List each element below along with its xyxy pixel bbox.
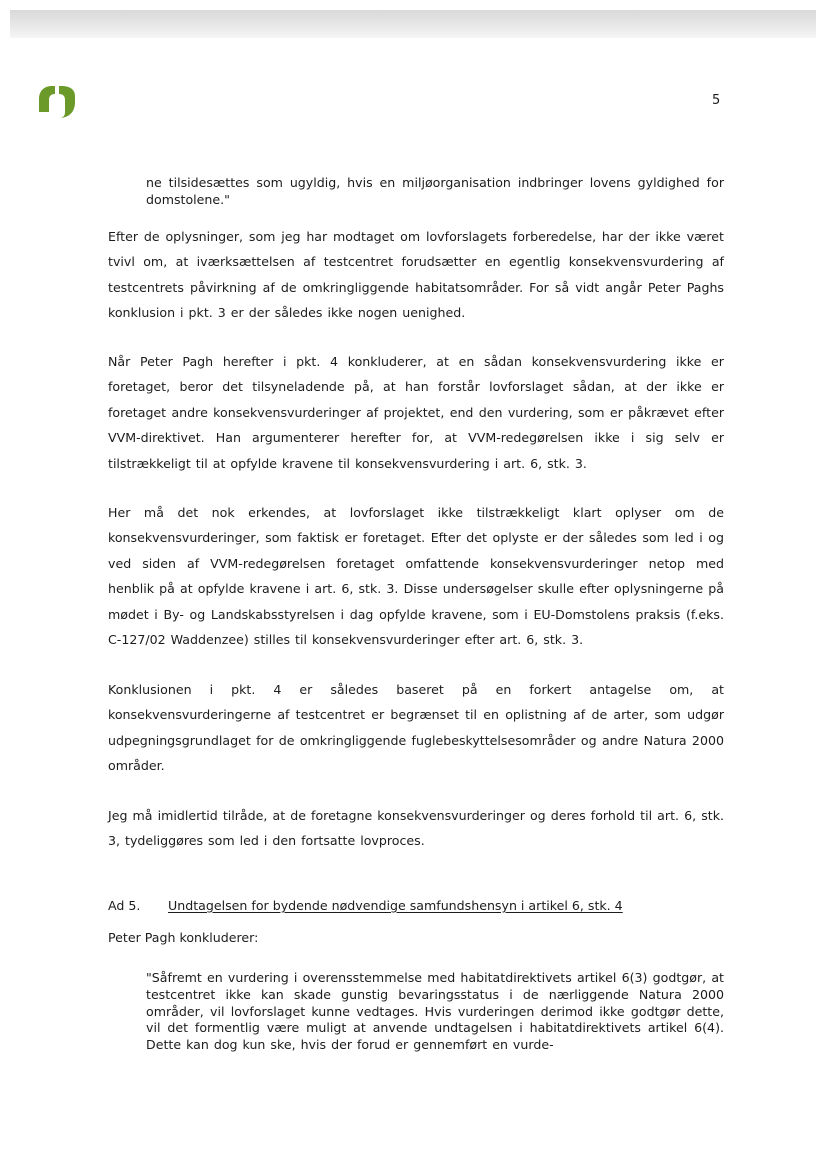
section-heading [108,898,623,913]
paragraph-1: Efter de oplysninger, som jeg har modtaget om lovforslagets forberedelse, har der ikke været tvivl om, at iværksættelsen af testcentret forudsætter en egentlig konsekvensvurdering af testcentrets påvirkning af de omkringliggende habitatsområder. For så vidt angår Peter Paghs konklusion i pkt. 3 er der således ikke nogen uenighed. [108,229,724,321]
paragraph-5: Jeg må imidlertid tilråde, at de foretagne konsekvensvurderinger og deres forhold til art. 6, stk. 3, tydeliggøres som led i den fortsatte lovproces. [108,808,724,849]
page-number: 5 [712,93,721,108]
quote-continuation: ne tilsidesættes som ugyldig, hvis en miljøorganisation indbringer lovens gyldighed for domstolene." [146,175,724,207]
paragraph-3: Her må det nok erkendes, at lovforslaget ikke tilstrækkeligt klart oplyser om de konsekvensvurderinger, som faktisk er foretaget. Efter det oplyste er der således som led i og ved siden af VVM-redegørelsen foretaget omfattende konsekvensvurderinger netop med henblik på at opfylde kravene i art. 6, stk. 3. Disse undersøgelser skulle efter oplysningerne på mødet i By- og Landskabsstyrelsen i dag opfylde kravene, som i EU-Domstolens praksis (f.eks. C-127/02 Waddenzee) stilles til konsekvensvurderinger efter art. 6, stk. 3. [108,505,724,648]
section-number: Ad 5. [108,898,141,913]
intro-line: Peter Pagh konkluderer: [108,930,259,945]
organization-logo-icon [36,78,78,120]
block-quote: "Såfremt en vurdering i overensstemmelse med habitatdirektivets artikel 6(3) godtgør, at testcentret ikke kan skade gunstig bevaringsstatus i de nærliggende Natura 2000 områder, vil lovforslaget kunne vedtages. Hvis vurderingen derimod ikke godtgør dette, vil det formentlig være muligt at anvende undtagelsen i habitatdirektivets artikel 6(4). Dette kan dog kun ske, hvis der forud er gennemført en vurde- [146,970,724,1053]
section-title: Undtagelsen for bydende nødvendige samfundshensyn i artikel 6, stk. 4 [168,898,623,913]
paragraph-2: Når Peter Pagh herefter i pkt. 4 konkluderer, at en sådan konsekvensvurdering ikke er foretaget, beror det tilsyneladende på, at han forstår lovforslaget sådan, at der ikke er foretaget andre konsekvensvurderinger af projektet, end den vurdering, som er påkrævet efter VVM-direktivet. Han argumenterer herefter for, at VVM-redegørelsen ikke i sig selv er tilstrækkeligt til at opfylde kravene til konsekvensvurdering i art. 6, stk. 3. [108,354,724,471]
paragraph-4: Konklusionen i pkt. 4 er således baseret på en forkert antagelse om, at konsekvensvurderingerne af testcentret er begrænset til en oplistning af de arter, som udgør udpegningsgrundlaget for de omkringliggende fuglebeskyttelsesområder og andre Natura 2000 områder. [108,682,724,774]
scan-top-border [10,10,816,38]
